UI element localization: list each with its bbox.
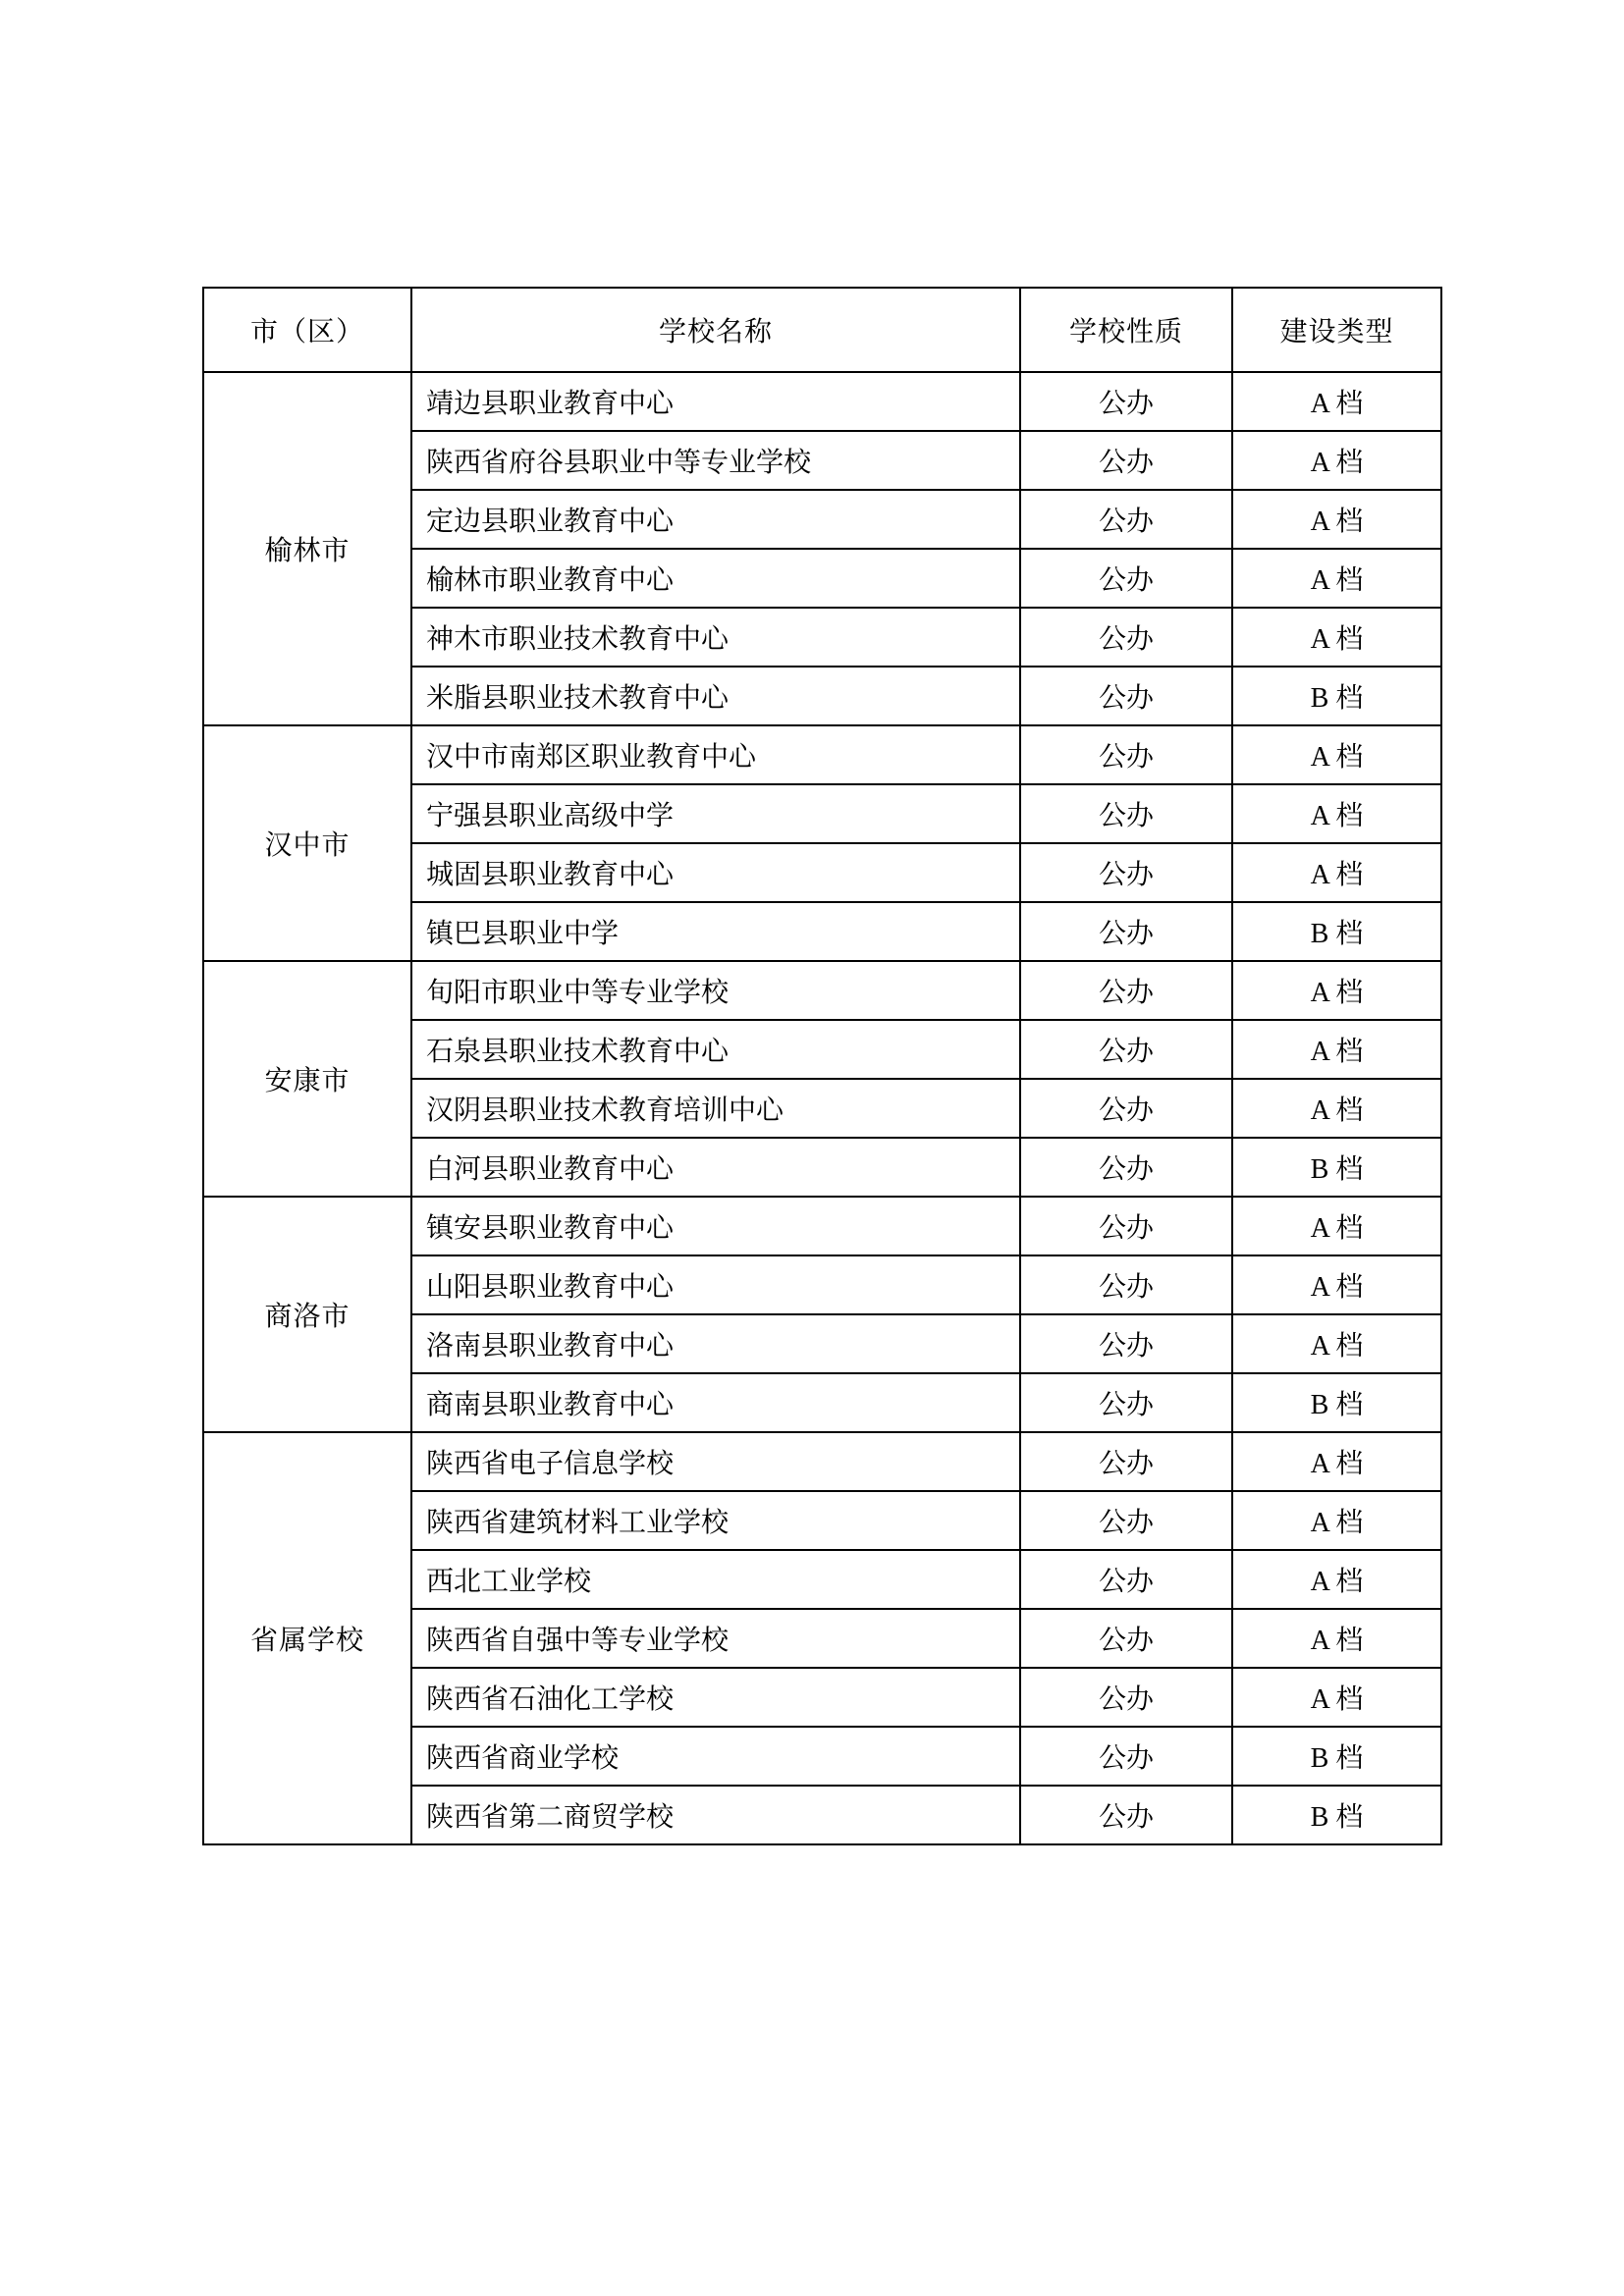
school-name-cell: 汉阴县职业技术教育培训中心 bbox=[411, 1079, 1020, 1138]
construction-type-cell: A 档 bbox=[1232, 1079, 1441, 1138]
school-name-cell: 城固县职业教育中心 bbox=[411, 843, 1020, 902]
construction-type-cell: B 档 bbox=[1232, 1786, 1441, 1844]
school-name-cell: 商南县职业教育中心 bbox=[411, 1373, 1020, 1432]
school-nature-cell: 公办 bbox=[1020, 549, 1232, 608]
table-row bbox=[203, 1432, 1441, 1491]
table-row bbox=[203, 725, 1441, 784]
school-name-cell: 白河县职业教育中心 bbox=[411, 1138, 1020, 1197]
school-nature-cell: 公办 bbox=[1020, 1609, 1232, 1668]
construction-type-cell: A 档 bbox=[1232, 608, 1441, 667]
region-cell: 安康市 bbox=[203, 961, 411, 1197]
construction-type-cell: A 档 bbox=[1232, 843, 1441, 902]
construction-type-cell: B 档 bbox=[1232, 1727, 1441, 1786]
construction-type-cell: A 档 bbox=[1232, 1020, 1441, 1079]
school-name-cell: 靖边县职业教育中心 bbox=[411, 372, 1020, 431]
school-name-cell: 镇巴县职业中学 bbox=[411, 902, 1020, 961]
region-cell: 汉中市 bbox=[203, 725, 411, 961]
construction-type-cell: B 档 bbox=[1232, 1138, 1441, 1197]
school-nature-cell: 公办 bbox=[1020, 1727, 1232, 1786]
school-nature-cell: 公办 bbox=[1020, 1255, 1232, 1314]
school-nature-cell: 公办 bbox=[1020, 902, 1232, 961]
construction-type-cell: A 档 bbox=[1232, 431, 1441, 490]
school-name-cell: 镇安县职业教育中心 bbox=[411, 1197, 1020, 1255]
school-name-cell: 陕西省电子信息学校 bbox=[411, 1432, 1020, 1491]
school-name-cell: 石泉县职业技术教育中心 bbox=[411, 1020, 1020, 1079]
construction-type-cell: A 档 bbox=[1232, 961, 1441, 1020]
school-nature-cell: 公办 bbox=[1020, 431, 1232, 490]
school-nature-cell: 公办 bbox=[1020, 1020, 1232, 1079]
schools-table bbox=[202, 287, 1442, 1845]
construction-type-cell: A 档 bbox=[1232, 725, 1441, 784]
header-school-nature: 学校性质 bbox=[1020, 288, 1232, 372]
table-row bbox=[203, 1197, 1441, 1255]
construction-type-cell: A 档 bbox=[1232, 1668, 1441, 1727]
school-name-cell: 榆林市职业教育中心 bbox=[411, 549, 1020, 608]
construction-type-cell: A 档 bbox=[1232, 1255, 1441, 1314]
school-nature-cell: 公办 bbox=[1020, 1197, 1232, 1255]
school-nature-cell: 公办 bbox=[1020, 784, 1232, 843]
school-nature-cell: 公办 bbox=[1020, 961, 1232, 1020]
school-nature-cell: 公办 bbox=[1020, 1373, 1232, 1432]
region-cell: 榆林市 bbox=[203, 372, 411, 725]
construction-type-cell: A 档 bbox=[1232, 549, 1441, 608]
school-name-cell: 陕西省建筑材料工业学校 bbox=[411, 1491, 1020, 1550]
school-nature-cell: 公办 bbox=[1020, 372, 1232, 431]
school-nature-cell: 公办 bbox=[1020, 667, 1232, 725]
school-nature-cell: 公办 bbox=[1020, 1668, 1232, 1727]
construction-type-cell: B 档 bbox=[1232, 667, 1441, 725]
school-name-cell: 陕西省第二商贸学校 bbox=[411, 1786, 1020, 1844]
construction-type-cell: A 档 bbox=[1232, 1609, 1441, 1668]
school-name-cell: 陕西省府谷县职业中等专业学校 bbox=[411, 431, 1020, 490]
school-name-cell: 旬阳市职业中等专业学校 bbox=[411, 961, 1020, 1020]
school-nature-cell: 公办 bbox=[1020, 725, 1232, 784]
school-nature-cell: 公办 bbox=[1020, 1550, 1232, 1609]
construction-type-cell: A 档 bbox=[1232, 784, 1441, 843]
school-nature-cell: 公办 bbox=[1020, 608, 1232, 667]
construction-type-cell: A 档 bbox=[1232, 1491, 1441, 1550]
construction-type-cell: A 档 bbox=[1232, 1197, 1441, 1255]
construction-type-cell: B 档 bbox=[1232, 902, 1441, 961]
header-school-name: 学校名称 bbox=[411, 288, 1020, 372]
school-nature-cell: 公办 bbox=[1020, 1491, 1232, 1550]
construction-type-cell: A 档 bbox=[1232, 372, 1441, 431]
table-row bbox=[203, 372, 1441, 431]
school-name-cell: 西北工业学校 bbox=[411, 1550, 1020, 1609]
region-cell: 商洛市 bbox=[203, 1197, 411, 1432]
school-nature-cell: 公办 bbox=[1020, 1079, 1232, 1138]
school-name-cell: 米脂县职业技术教育中心 bbox=[411, 667, 1020, 725]
school-name-cell: 山阳县职业教育中心 bbox=[411, 1255, 1020, 1314]
school-name-cell: 神木市职业技术教育中心 bbox=[411, 608, 1020, 667]
school-name-cell: 陕西省商业学校 bbox=[411, 1727, 1020, 1786]
school-nature-cell: 公办 bbox=[1020, 490, 1232, 549]
school-name-cell: 陕西省自强中等专业学校 bbox=[411, 1609, 1020, 1668]
header-row bbox=[203, 288, 1441, 372]
school-name-cell: 洛南县职业教育中心 bbox=[411, 1314, 1020, 1373]
header-construction-type: 建设类型 bbox=[1232, 288, 1441, 372]
construction-type-cell: A 档 bbox=[1232, 1550, 1441, 1609]
school-nature-cell: 公办 bbox=[1020, 1786, 1232, 1844]
construction-type-cell: A 档 bbox=[1232, 1432, 1441, 1491]
construction-type-cell: A 档 bbox=[1232, 490, 1441, 549]
school-name-cell: 汉中市南郑区职业教育中心 bbox=[411, 725, 1020, 784]
school-nature-cell: 公办 bbox=[1020, 843, 1232, 902]
school-nature-cell: 公办 bbox=[1020, 1138, 1232, 1197]
school-nature-cell: 公办 bbox=[1020, 1314, 1232, 1373]
school-name-cell: 宁强县职业高级中学 bbox=[411, 784, 1020, 843]
construction-type-cell: A 档 bbox=[1232, 1314, 1441, 1373]
table-row bbox=[203, 961, 1441, 1020]
school-nature-cell: 公办 bbox=[1020, 1432, 1232, 1491]
construction-type-cell: B 档 bbox=[1232, 1373, 1441, 1432]
header-region: 市（区） bbox=[203, 288, 411, 372]
region-cell: 省属学校 bbox=[203, 1432, 411, 1844]
school-name-cell: 陕西省石油化工学校 bbox=[411, 1668, 1020, 1727]
school-name-cell: 定边县职业教育中心 bbox=[411, 490, 1020, 549]
